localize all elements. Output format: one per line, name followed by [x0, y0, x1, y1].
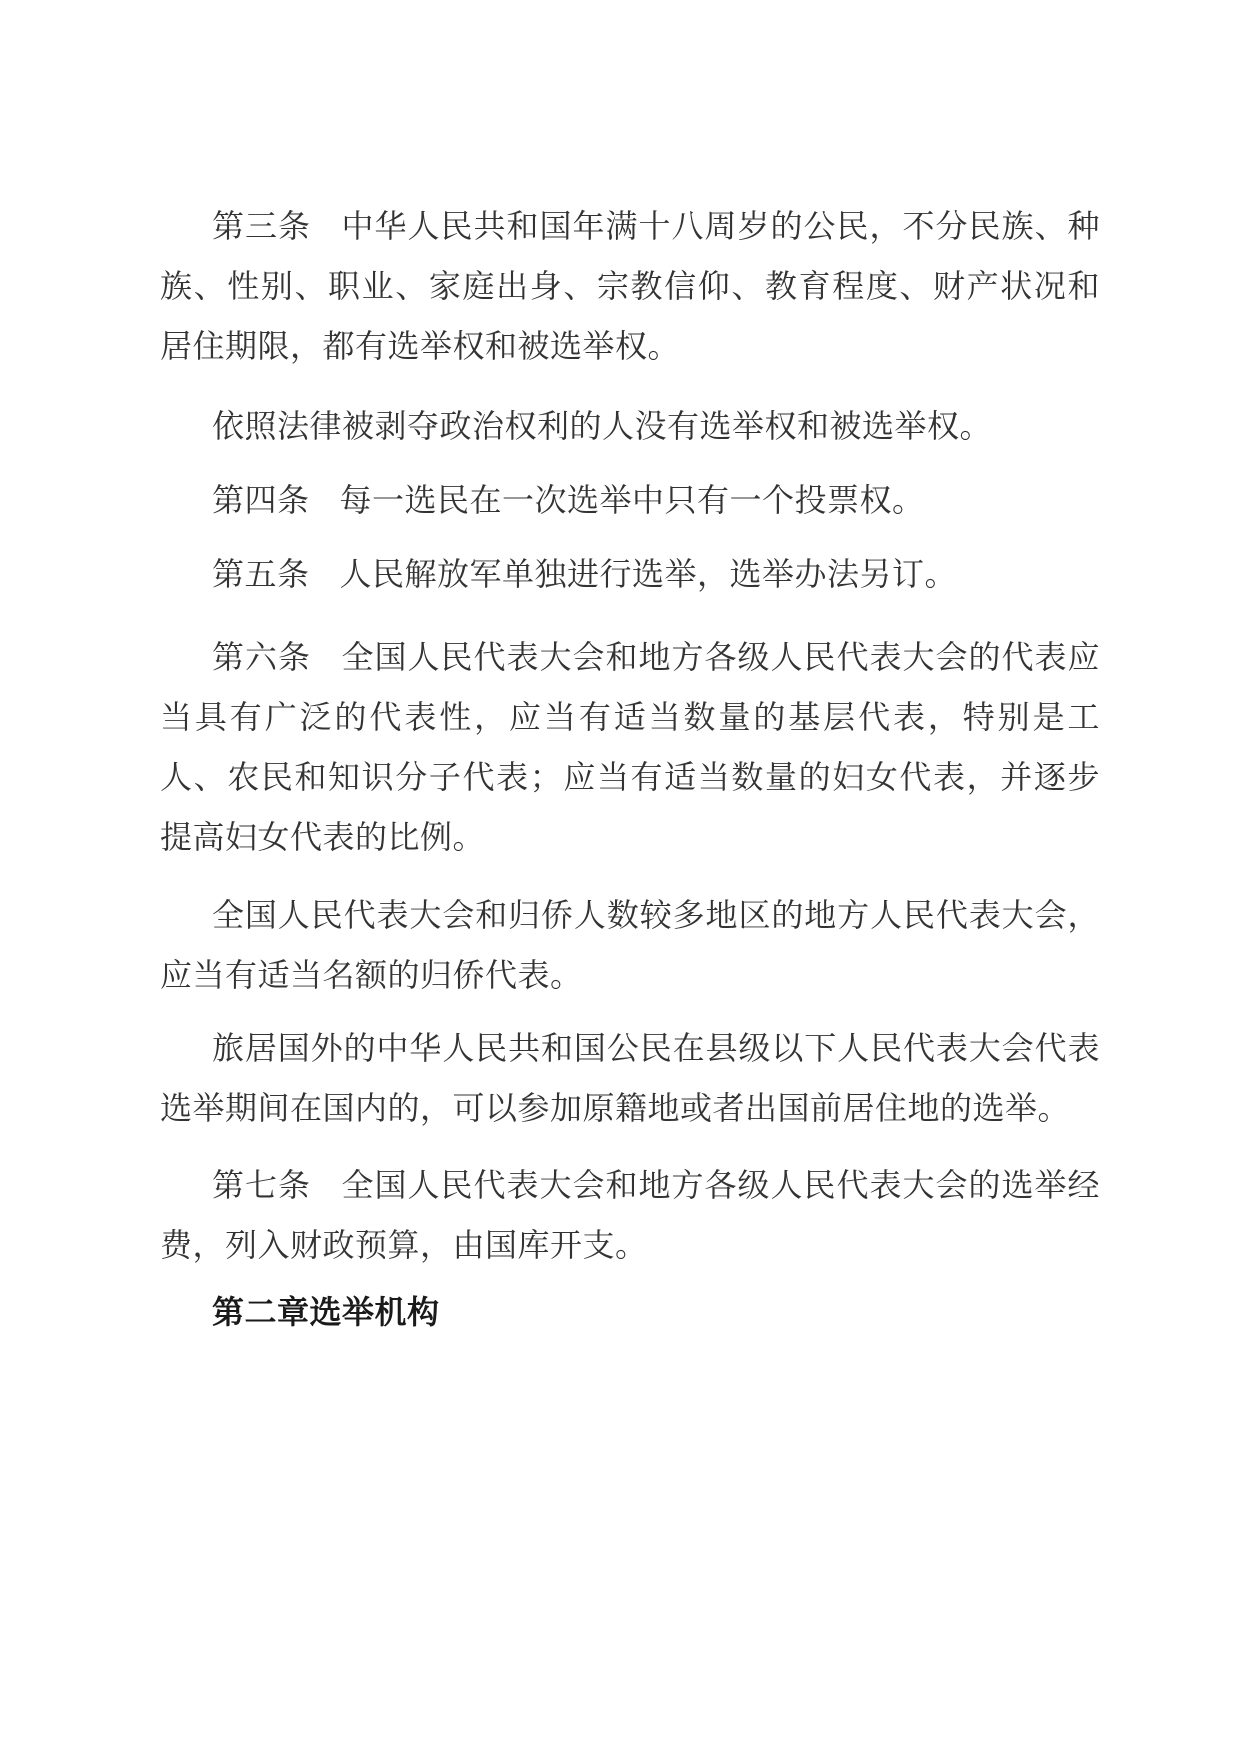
article-3-paragraph — [160, 196, 1100, 376]
article-5-paragraph — [160, 544, 1100, 604]
article-6-clause-2 — [160, 885, 1100, 1005]
paragraph-text: 依照法律被剥夺政治权利的人没有选举权和被选举权。 — [212, 407, 993, 445]
article-6-clause-3 — [160, 1018, 1100, 1138]
article-number: 第六条 — [212, 638, 311, 676]
article-number: 第五条 — [212, 555, 310, 593]
article-number: 第四条 — [212, 481, 310, 519]
article-number: 第三条 — [212, 207, 311, 245]
article-text: 全国人民代表大会和地方各级人民代表大会的选举经费，列入财政预算，由国库开支。 — [160, 1166, 1100, 1264]
article-text: 全国人民代表大会和地方各级人民代表大会的代表应当具有广泛的代表性，应当有适当数量的基层代表，特别是工人、农民和知识分子代表；应当有适当数量的妇女代表，并逐步提高妇女代表的比例。 — [160, 638, 1100, 856]
article-text: 每一选民在一次选举中只有一个投票权。 — [339, 481, 925, 519]
article-text: 中华人民共和国年满十八周岁的公民，不分民族、种族、性别、职业、家庭出身、宗教信仰、教育程度、财产状况和居住期限，都有选举权和被选举权。 — [160, 207, 1100, 365]
article-4-paragraph — [160, 470, 1100, 530]
article-3-clause-2 — [160, 396, 1100, 456]
article-7-paragraph — [160, 1155, 1100, 1275]
article-text: 人民解放军单独进行选举，选举办法另订。 — [339, 555, 958, 593]
paragraph-text: 全国人民代表大会和归侨人数较多地区的地方人民代表大会，应当有适当名额的归侨代表。 — [160, 896, 1100, 994]
chapter-heading: 第二章选举机构 — [212, 1293, 440, 1331]
article-6-paragraph — [160, 627, 1100, 867]
article-number: 第七条 — [212, 1166, 311, 1204]
paragraph-text: 旅居国外的中华人民共和国公民在县级以下人民代表大会代表选举期间在国内的，可以参加原籍地或者出国前居住地的选举。 — [160, 1029, 1100, 1127]
